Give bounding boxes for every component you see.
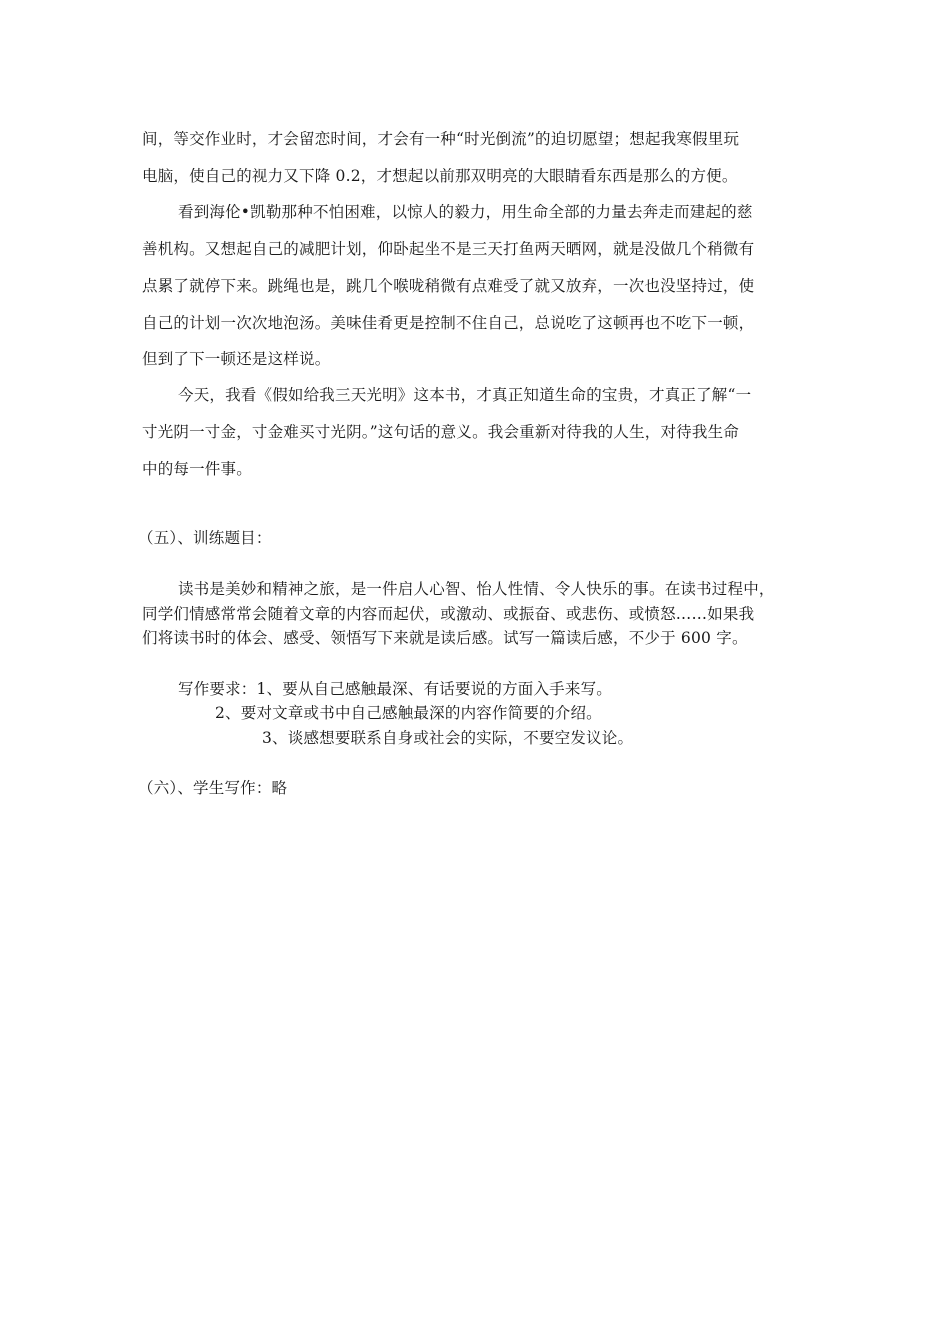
paragraph-2-line-2: 善机构。又想起自己的减肥计划，仰卧起坐不是三天打鱼两天晒网，就是没做几个稍微有 [142,240,755,258]
paragraph-3-line-2: 寸光阴一寸金，寸金难买寸光阴。”这句话的意义。我会重新对待我的人生，对待我生命 [142,423,739,441]
paragraph-3-line-3: 中的每一件事。 [142,460,252,478]
prompt-line-3: 们将读书时的体会、感受、领悟写下来就是读后感。试写一篇读后感，不少于 600 字。 [142,629,748,647]
requirement-3: 3、谈感想要联系自身或社会的实际，不要空发议论。 [262,729,634,747]
prompt-line-2: 同学们情感常常会随着文章的内容而起伏，或激动、或振奋、或悲伤、或愤怒……如果我 [142,605,755,623]
requirement-1: 写作要求：1、要从自己感触最深、有话要说的方面入手来写。 [178,680,612,698]
paragraph-2-line-1: 看到海伦•凯勒那种不怕困难，以惊人的毅力，用生命全部的力量去奔走而建起的慈 [178,203,753,221]
paragraph-1-line-1: 间，等交作业时，才会留恋时间，才会有一种“时光倒流”的迫切愿望；想起我寒假里玩 [142,130,740,148]
paragraph-2-line-3: 点累了就停下来。跳绳也是，跳几个喉咙稍微有点难受了就又放弃，一次也没坚持过，使 [142,277,755,295]
requirement-2: 2、要对文章或书中自己感触最深的内容作简要的介绍。 [215,704,602,722]
section-6-heading: （六）、学生写作：略 [138,779,288,797]
prompt-line-1: 读书是美妙和精神之旅，是一件启人心智、怡人性情、令人快乐的事。在读书过程中， [178,580,775,598]
paragraph-2-line-4: 自己的计划一次次地泡汤。美味佳肴更是控制不住自己，总说吃了这顿再也不吃下一顿， [142,314,755,332]
paragraph-3-line-1: 今天，我看《假如给我三天光明》这本书，才真正知道生命的宝贵，才真正了解“一 [178,386,752,404]
section-5-heading: （五）、训练题目： [138,529,272,547]
paragraph-2-line-5: 但到了下一顿还是这样说。 [142,350,331,368]
paragraph-1-line-2: 电脑，使自己的视力又下降 0.2，才想起以前那双明亮的大眼睛看东西是那么的方便。 [142,167,738,185]
